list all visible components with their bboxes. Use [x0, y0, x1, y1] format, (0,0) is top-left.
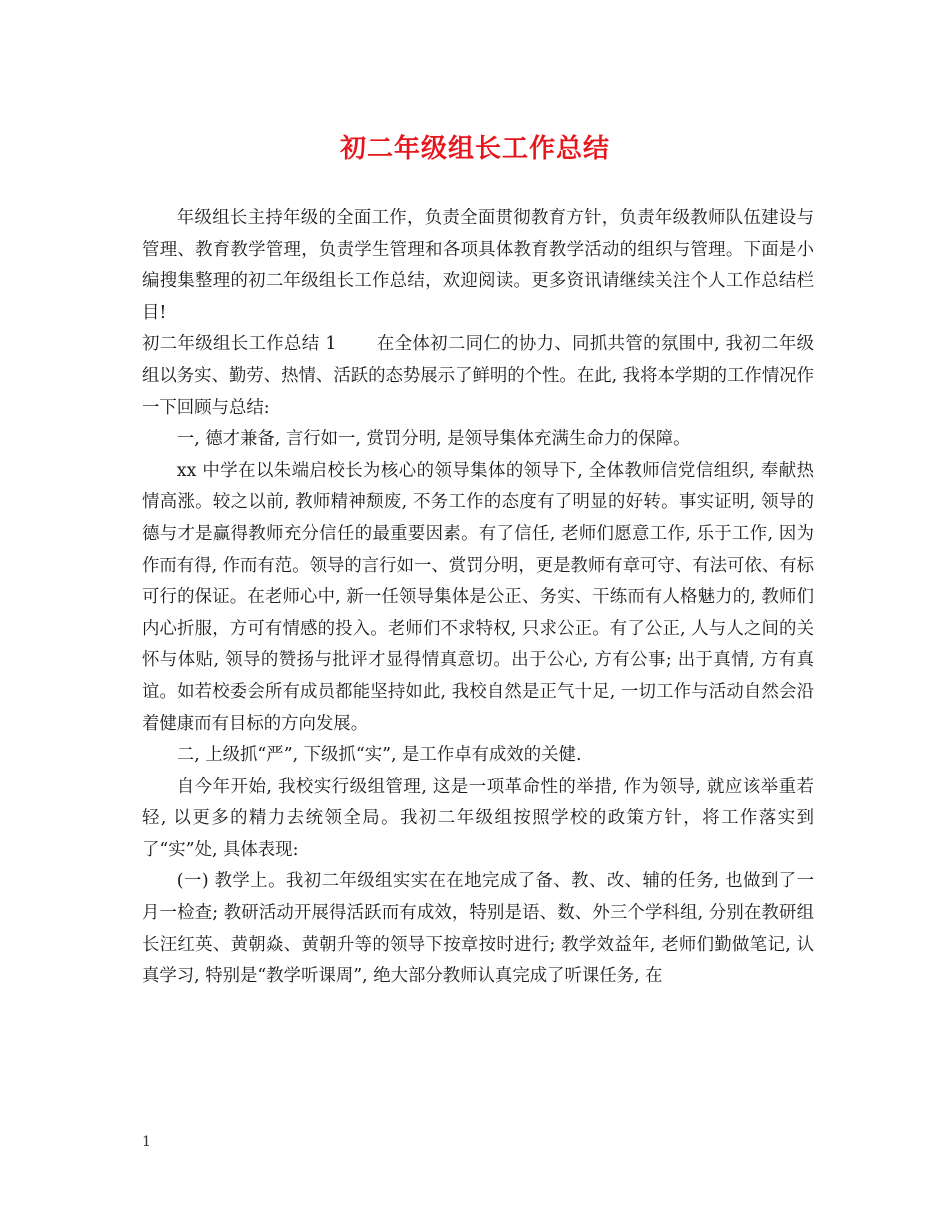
document-title: 初二年级组长工作总结 [339, 134, 610, 164]
section-lead: 在全体初二同仁的协力、同抓共管的氛围中, 我初二年级组以务实、勤劳、热情、活跃的态势展示了鲜明的个性。在此, 我将本学期的工作情况作一下回顾与总结: [142, 334, 815, 418]
point1-title: 一, 德才兼备, 言行如一, 赏罚分明, 是领导集体充满生命力的保障。 [176, 429, 691, 450]
point2-body: 自今年开始, 我校实行级组管理, 这是一项革命性的举措, 作为领导, 就应该举重若轻, 以更多的精力去统领全局。我初二年级组按照学校的政策方针，将工作落实到了“实”处, 具体表现: [142, 776, 814, 860]
document-body [142, 203, 814, 993]
intro-paragraph: 年级组长主持年级的全面工作，负责全面贯彻教育方针，负责年级教师队伍建设与管理、教育教学管理，负责学生管理和各项具体教育教学活动的组织与管理。下面是小编搜集整理的初二年级组长工作总结，欢迎阅读。更多资讯请继续关注个人工作总结栏目! [142, 208, 814, 323]
section-paragraph [142, 329, 814, 424]
page-number: 1 [142, 1134, 151, 1150]
point2-title: 二, 上级抓“严”, 下级抓“实”, 是工作卓有成效的关健. [176, 745, 582, 766]
point2-sub1: (一) 教学上。我初二年级组实实在在地完成了备、教、改、辅的任务, 也做到了一月一检查; 教研活动开展得活跃而有成效，特别是语、数、外三个学科组, 分别在教研组长汪红英、黄朝焱、黄朝升等的领导下按章按时进行; 教学效益年, 老师们勤做笔记, 认真学习, 特别是“教学听课周”, 绝大部分教师认真完成了听课任务, 在 [142, 871, 814, 987]
point1-body: xx 中学在以朱端启校长为核心的领导集体的领导下, 全体教师信党信组织, 奉献热情高涨。较之以前, 教师精神颓废, 不务工作的态度有了明显的好转。事实证明, 领导的德与才是赢得教师充分信任的最重要因素。有了信任, 老师们愿意工作, 乐于工作, 因为作而有得, 作而有范。领导的言行如一、赏罚分明，更是教师有章可守、有法可依、有标可行的保证。在老师心中, 新一任领导集体是公正、务实、干练而有人格魅力的, 教师们内心折服，方可有情感的投入。老师们不求特权, 只求公正。有了公正, 人与人之间的关怀与体贴, 领导的赞扬与批评才显得情真意切。出于公心, 方有公事; 出于真情, 方有真谊。如若校委会所有成员都能坚持如此, 我校自然是正气十足, 一切工作与活动自然会沿着健康而有目标的方向发展。 [142, 460, 814, 734]
section-heading: 初二年级组长工作总结 1 [142, 334, 337, 355]
